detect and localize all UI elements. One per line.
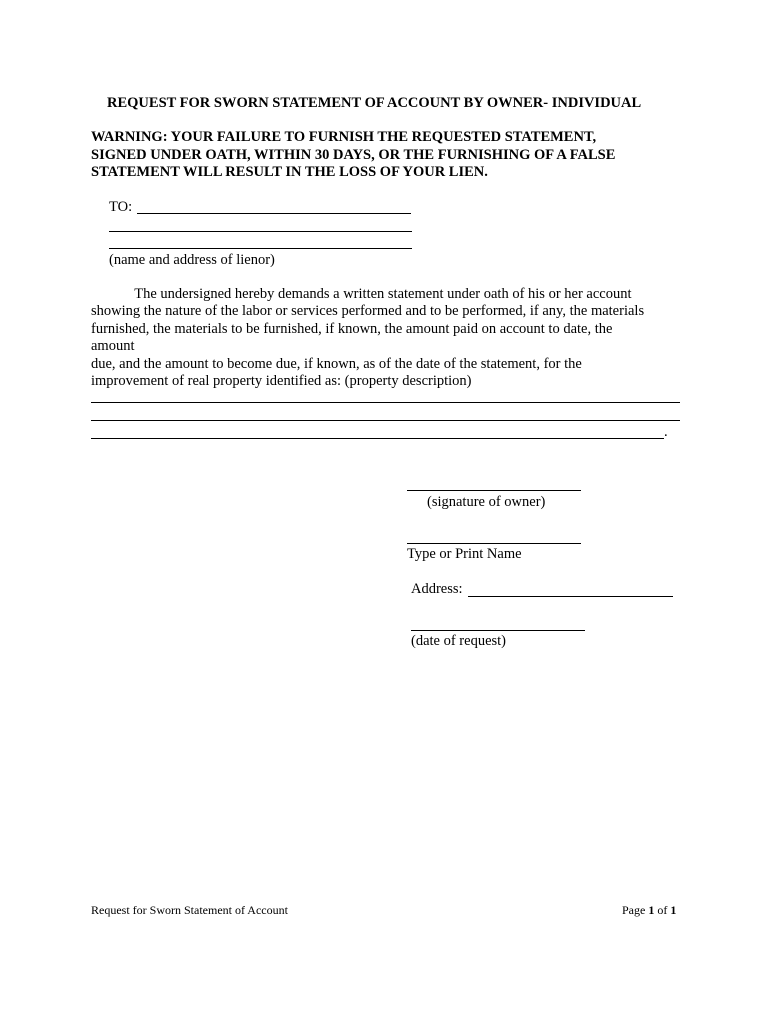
page-total: 1 — [670, 903, 677, 917]
property-line-1[interactable] — [91, 402, 680, 403]
lien-warning — [91, 129, 691, 182]
body-line-1: The undersigned hereby demands a written statement under oath of his or her account — [91, 286, 632, 302]
document-title: REQUEST FOR SWORN STATEMENT OF ACCOUNT BY OWNER- INDIVIDUAL — [107, 95, 642, 111]
footer-document-name: Request for Sworn Statement of Account — [91, 903, 288, 917]
property-line-2[interactable] — [91, 420, 680, 421]
page-current: 1 — [648, 903, 655, 917]
print-name-label: Type or Print Name — [407, 546, 522, 562]
signature-caption: (signature of owner) — [427, 494, 546, 510]
warning-line-1: WARNING: YOUR FAILURE TO FURNISH THE REQUESTED STATEMENT, — [91, 129, 597, 145]
lienor-address-line-2[interactable] — [109, 248, 412, 249]
warning-line-3: STATEMENT WILL RESULT IN THE LOSS OF YOUR LIEN. — [91, 164, 488, 180]
demand-paragraph — [91, 286, 691, 390]
lienor-caption: (name and address of lienor) — [109, 252, 275, 268]
body-line-5: due, and the amount to become due, if known, as of the date of the statement, for the — [91, 355, 582, 372]
warning-line-2: SIGNED UNDER OATH, WITHIN 30 DAYS, OR THE FURNISHING OF A FALSE — [91, 146, 616, 163]
body-line-4: amount — [91, 338, 135, 355]
owner-address-line[interactable] — [468, 596, 673, 597]
body-line-6: improvement of real property identified as: (property description) — [91, 373, 472, 390]
owner-signature-line[interactable] — [407, 490, 581, 491]
page-label: Page — [622, 903, 646, 917]
print-name-line[interactable] — [407, 543, 581, 544]
body-line-2: showing the nature of the labor or services performed and to be performed, if any, the materials — [91, 303, 645, 320]
address-label: Address: — [411, 581, 463, 597]
date-caption: (date of request) — [411, 633, 507, 649]
lienor-address-line-1[interactable] — [109, 231, 412, 232]
property-line-3[interactable] — [91, 438, 664, 439]
page-of-label: of — [657, 903, 668, 917]
lienor-name-line[interactable] — [137, 213, 411, 214]
request-date-line[interactable] — [411, 630, 585, 631]
to-label: TO: — [109, 199, 133, 215]
body-line-3: furnished, the materials to be furnished, if known, the amount paid on account to date, the — [91, 320, 613, 337]
footer-page-number — [622, 903, 676, 918]
property-line-period: . — [664, 424, 668, 440]
